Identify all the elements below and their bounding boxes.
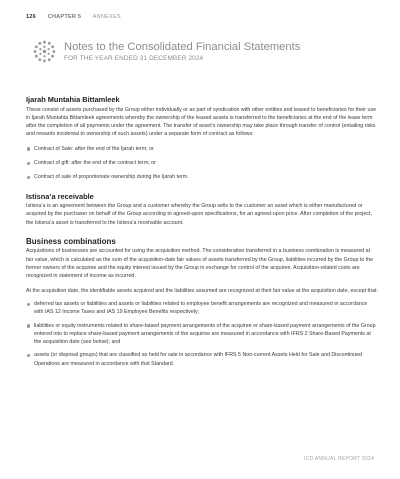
main-content (26, 95, 378, 368)
ijarah-paragraph: These consist of assets purchased by the Group either individually or as part of syndication with other entities and leased to beneficiaries for their use in Ijarah Muntahia Bittamleek agreements whereby the ownership of the leased assets is transferred to the beneficiaries at the end of the lease term after the completion of all payments under the agreement. The transfer of asset’s ownership may take place through transfer of control (entailing risks and rewards incidental to ownership of such assets) under a separate form of contract as follows: (26, 106, 377, 138)
list-item: deferred tax assets or liabilities and assets or liabilities related to employee benefit arrangements are recognized and measured in accordance with IAS 12 Income Taxes and IAS 19 Employee Benefits respectively; (26, 300, 378, 317)
page-number: 126 (26, 14, 36, 20)
list-item: assets (or disposal groups) that are classified as held for sale in accordance with IFRS 5 Non-current Assets Held for Sale and Discontinued Operations are measured in accordance with that Standard. (26, 351, 378, 368)
page-header (26, 14, 121, 20)
icd-logo-icon (33, 40, 56, 63)
istisna-paragraph: Istisna’a is an agreement between the Group and a customer whereby the Group sells to the customer an asset which is either manufactured or acquired by the purchaser on behalf of the Group according to agreed-upon specifications, for an agreed-upon price. After completion of the project, the Istisna’a asset is transferred to the Istisna’a receivable account. (26, 203, 372, 226)
page-title: Notes to the Consolidated Financial Statements (64, 41, 301, 53)
istisna-section (26, 192, 378, 227)
business-paragraph-2: At the acquisition date, the identifiable assets acquired and the liabilities assumed are recognized at their fair value at the acquisition date, except that: (26, 287, 378, 294)
ijarah-heading: Ijarah Muntahia Bittamleek (26, 95, 120, 104)
chapter-label: CHAPTER 5 (47, 14, 82, 20)
business-list (26, 300, 378, 368)
section-label: ANNEXES (92, 14, 121, 20)
ijarah-list (26, 145, 378, 182)
business-paragraph-1: Acquisitions of businesses are accounted for using the acquisition method. The consideration transferred in a business combination is measured at fair value, which is calculated as the sum of the acquisition-date fair values of assets transferred by the Group, liabilities incurred by the Group to the former owners of the acquiree and the equity interest issued by the Group in exchange for control of the acquiree. Acquisition-related costs are recognized in statement of income as incurred. (26, 248, 374, 280)
business-combinations-heading: Business combinations (26, 236, 116, 246)
list-item: liabilities or equity instruments related to share-based payment arrangements of the acquiree or share-based payment arrangements of the Group entered into to replace share-based payment arrangements of the acquiree are measured in accordance with IFRS 2 Share-Based Payments at the acquisition date (see below); and (26, 322, 378, 347)
list-item: Contract of Sale: after the end of the Ijarah term; or (26, 145, 378, 153)
page-subtitle: FOR THE YEAR ENDED 31 DECEMBER 2024 (64, 55, 204, 62)
title-block (64, 41, 300, 62)
list-item: Contract of gift: after the end of the contract term; or (26, 159, 378, 167)
istisna-heading: Istisna’a receivable (26, 191, 94, 201)
list-item: Contract of sale of proportionate ownership during the Ijarah term. (26, 173, 378, 181)
ijarah-section (26, 95, 378, 182)
business-combinations-section (26, 237, 378, 368)
page-footer: ICD ANNUAL REPORT 2024 (304, 456, 374, 462)
